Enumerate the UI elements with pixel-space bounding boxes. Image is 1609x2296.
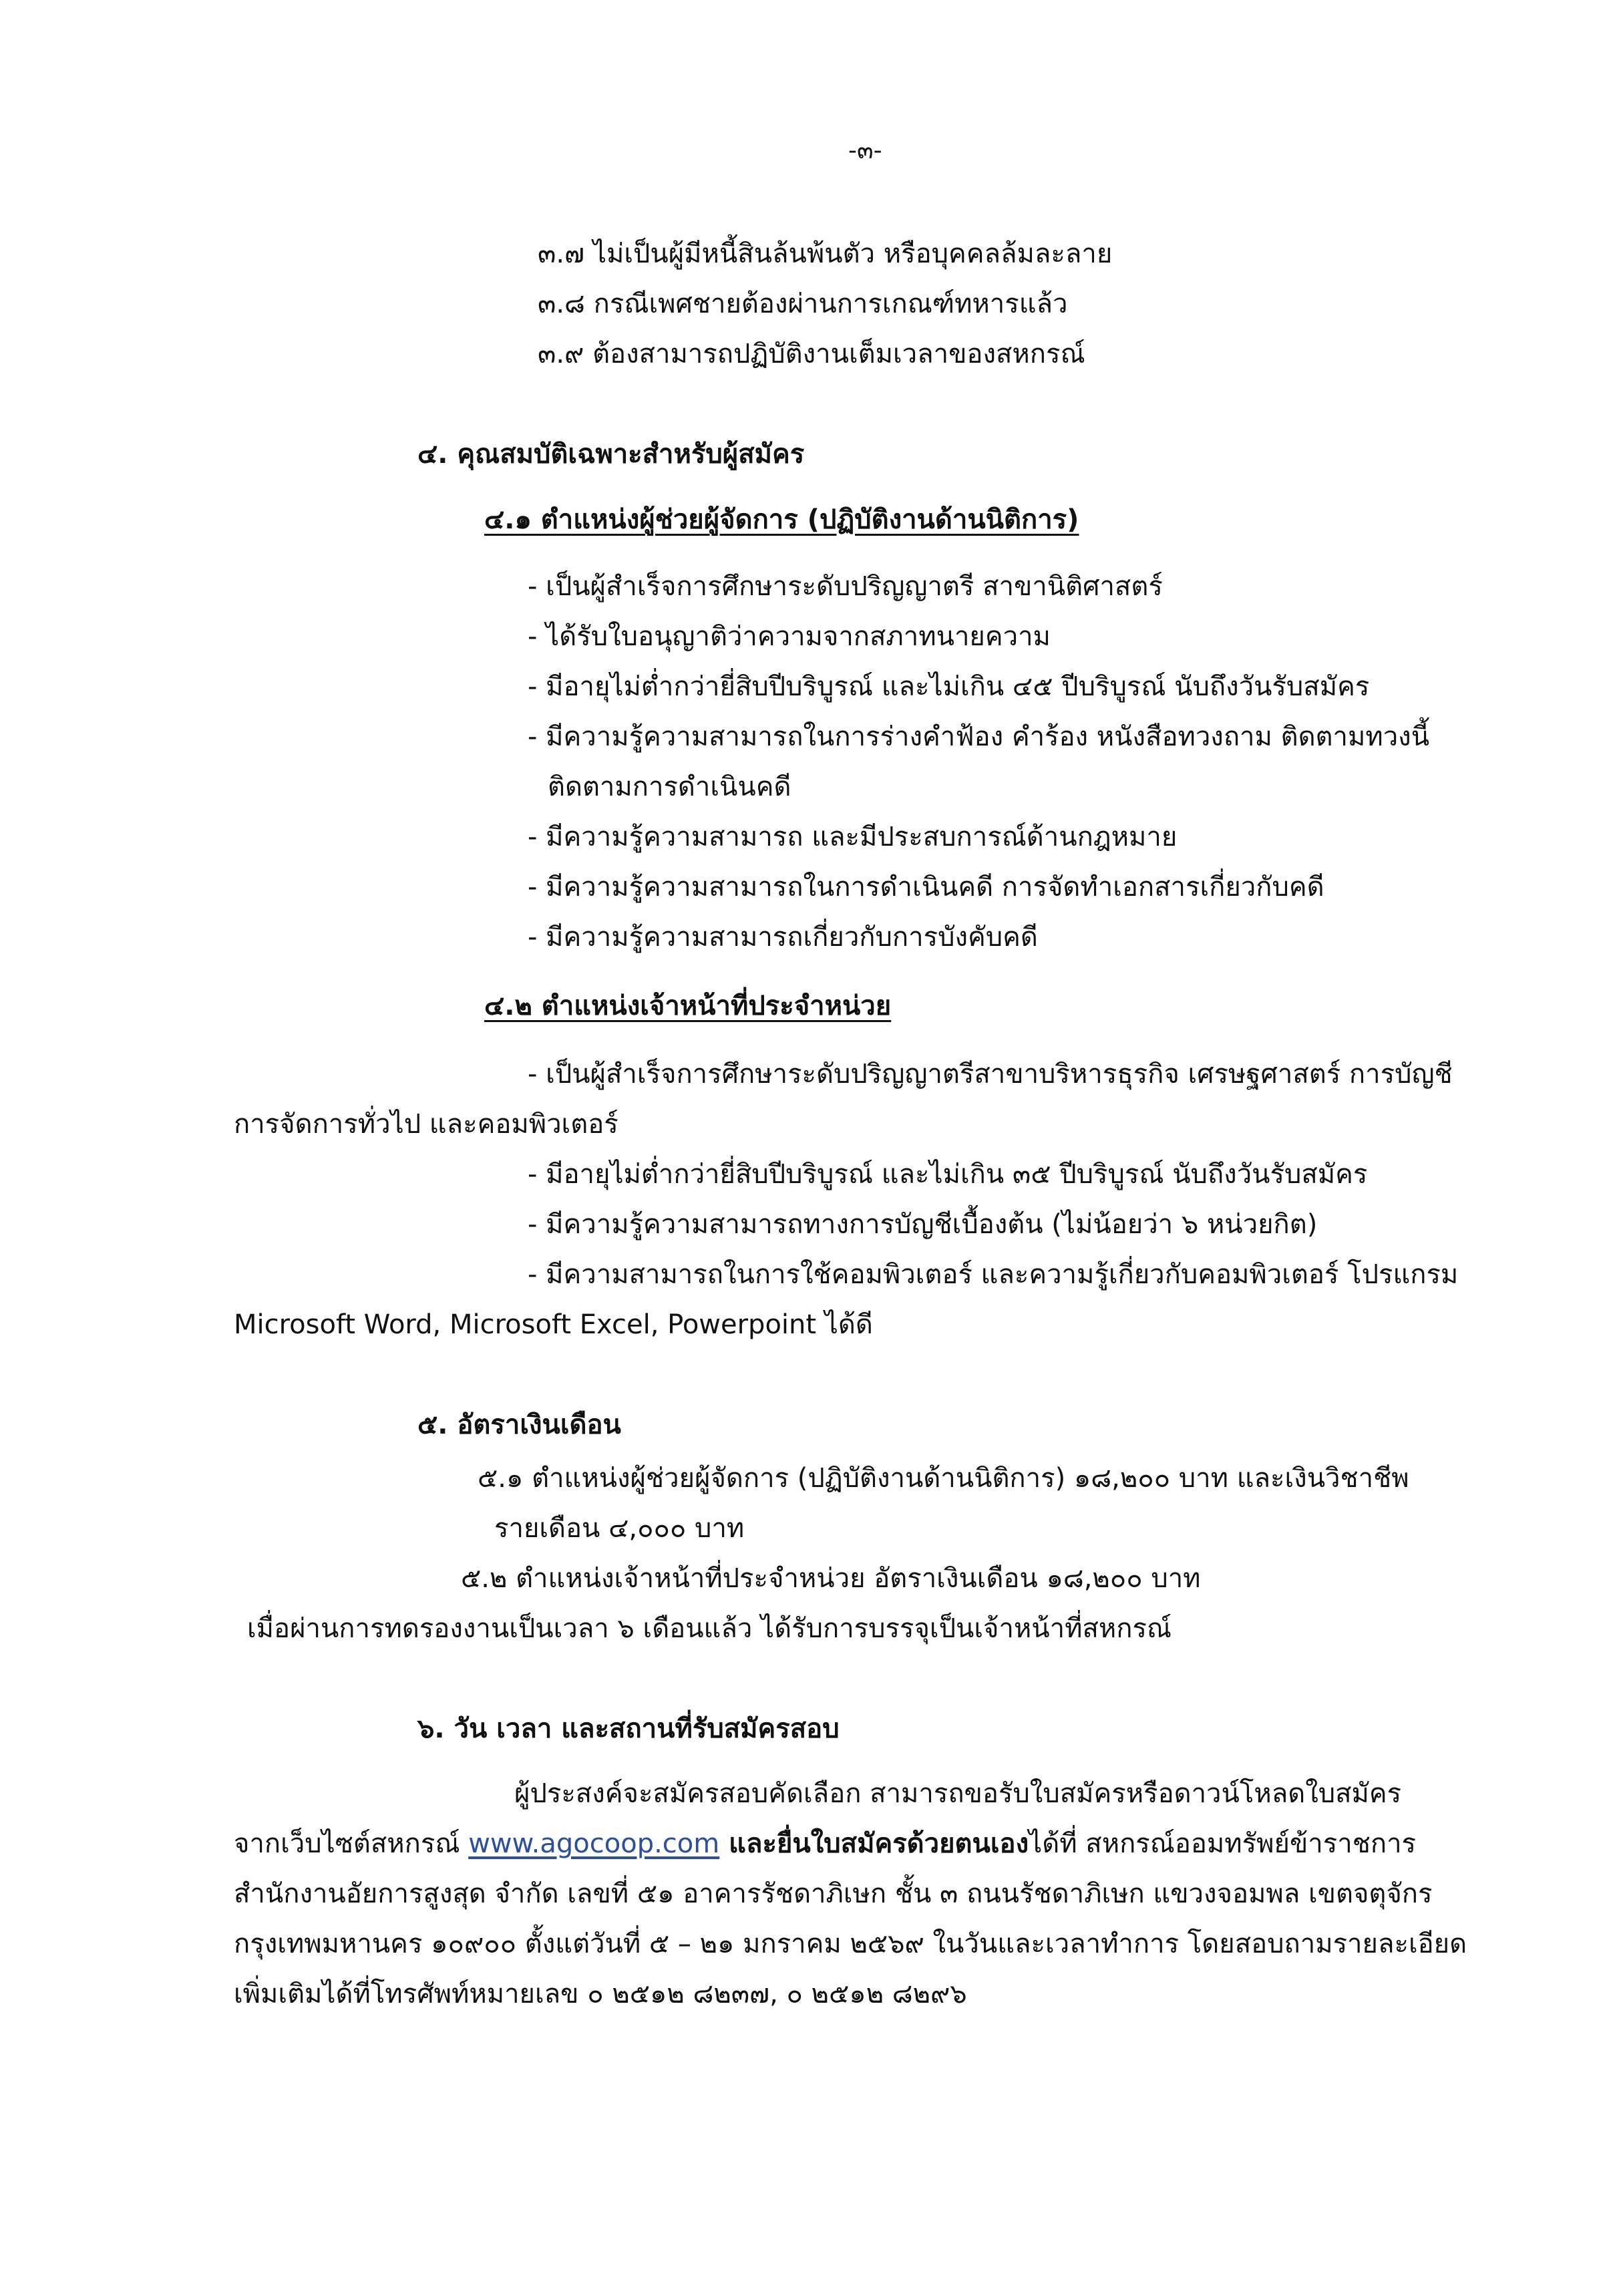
list-item: - มีความสามารถในการใช้คอมพิวเตอร์ และความรู้เกี่ยวกับคอมพิวเตอร์ โปรแกรม xyxy=(528,1259,1459,1290)
salary-line: เมื่อผ่านการทดรองงานเป็นเวลา ๖ เดือนแล้ว ได้รับการบรรจุเป็นเจ้าหน้าที่สหกรณ์ xyxy=(247,1613,1172,1644)
list-item: - เป็นผู้สำเร็จการศึกษาระดับปริญญาตรี สาขานิติศาสตร์ xyxy=(528,571,1163,602)
list-item: - มีความรู้ความสามารถในการดำเนินคดี การจัดทำเอกสารเกี่ยวกับคดี xyxy=(528,872,1324,903)
website-link[interactable]: www.agocoop.com xyxy=(468,1828,720,1859)
item-3-8: ๓.๘ กรณีเพศชายต้องผ่านการเกณฑ์ทหารแล้ว xyxy=(538,289,1068,319)
application-text-prefix: จากเว็บไซต์สหกรณ์ xyxy=(234,1828,469,1859)
section-5-heading: ๕. อัตราเงินเดือน xyxy=(417,1410,621,1440)
application-text-suffix: ได้ที่ สหกรณ์ออมทรัพย์ข้าราชการ xyxy=(1029,1828,1417,1859)
salary-line: ๕.๑ ตำแหน่งผู้ช่วยผู้จัดการ (ปฏิบัติงานด้านนิติการ) ๑๘,๒๐๐ บาท และเงินวิชาชีพ xyxy=(478,1463,1409,1494)
list-item: - มีความรู้ความสามารถเกี่ยวกับการบังคับคดี xyxy=(528,922,1038,953)
application-text-bold: และยื่นใบสมัครด้วยตนเอง xyxy=(719,1828,1029,1859)
application-text: กรุงเทพมหานคร ๑๐๙๐๐ ตั้งแต่วันที่ ๕ – ๒๑ มกราคม ๒๕๖๙ ในวันและเวลาทำการ โดยสอบถามรายละเอียด xyxy=(234,1929,1467,1959)
page-number: -๓- xyxy=(848,137,882,164)
salary-line: ๕.๒ ตำแหน่งเจ้าหน้าที่ประจำหน่วย อัตราเงินเดือน ๑๘,๒๐๐ บาท xyxy=(461,1563,1201,1594)
application-text: เพิ่มเติมได้ที่โทรศัพท์หมายเลข ๐ ๒๕๑๒ ๘๒๓๗, ๐ ๒๕๑๒ ๘๒๙๖ xyxy=(234,1979,967,2009)
section-6-heading: ๖. วัน เวลา และสถานที่รับสมัครสอบ xyxy=(417,1713,840,1744)
application-text xyxy=(234,1824,1416,1864)
list-item: - มีอายุไม่ต่ำกว่ายี่สิบปีบริบูรณ์ และไม่เกิน ๓๕ ปีบริบูรณ์ นับถึงวันรับสมัคร xyxy=(528,1159,1368,1190)
list-item-continuation: การจัดการทั่วไป และคอมพิวเตอร์ xyxy=(234,1109,618,1140)
list-item: - เป็นผู้สำเร็จการศึกษาระดับปริญญาตรีสาขาบริหารธุรกิจ เศรษฐศาสตร์ การบัญชี xyxy=(528,1059,1453,1090)
application-text: ผู้ประสงค์จะสมัครสอบคัดเลือก สามารถขอรับใบสมัครหรือดาวน์โหลดใบสมัคร xyxy=(514,1778,1402,1809)
list-item-continuation: ติดตามการดำเนินคดี xyxy=(548,772,791,802)
list-item: - มีอายุไม่ต่ำกว่ายี่สิบปีบริบูรณ์ และไม่เกิน ๔๕ ปีบริบูรณ์ นับถึงวันรับสมัคร xyxy=(528,671,1370,702)
position-4-2-heading: ๔.๒ ตำแหน่งเจ้าหน้าที่ประจำหน่วย xyxy=(484,991,892,1021)
list-item-continuation: Microsoft Word, Microsoft Excel, Powerpoint ได้ดี xyxy=(234,1309,873,1340)
section-4-heading: ๔. คุณสมบัติเฉพาะสำหรับผู้สมัคร xyxy=(417,439,805,470)
list-item: - มีความรู้ความสามารถ และมีประสบการณ์ด้านกฎหมาย xyxy=(528,822,1178,852)
list-item: - มีความรู้ความสามารถในการร่างคำฟ้อง คำร้อง หนังสือทวงถาม ติดตามทวงนี้ xyxy=(528,721,1430,752)
item-3-9: ๓.๙ ต้องสามารถปฏิบัติงานเต็มเวลาของสหกรณ์ xyxy=(538,339,1085,369)
position-4-1-heading: ๔.๑ ตำแหน่งผู้ช่วยผู้จัดการ (ปฏิบัติงานด้านนิติการ) xyxy=(484,504,1079,535)
list-item: - ได้รับใบอนุญาติว่าความจากสภาทนายความ xyxy=(528,621,1051,652)
item-3-7: ๓.๗ ไม่เป็นผู้มีหนี้สินล้นพ้นตัว หรือบุคคลล้มละลาย xyxy=(538,238,1113,269)
salary-line: รายเดือน ๔,๐๐๐ บาท xyxy=(494,1513,745,1544)
list-item: - มีความรู้ความสามารถทางการบัญชีเบื้องต้น (ไม่น้อยว่า ๖ หน่วยกิต) xyxy=(528,1209,1318,1240)
application-text: สำนักงานอัยการสูงสุด จำกัด เลขที่ ๕๑ อาคารรัชดาภิเษก ชั้น ๓ ถนนรัชดาภิเษก แขวงจอมพล เขตจตุจักร xyxy=(234,1878,1433,1909)
